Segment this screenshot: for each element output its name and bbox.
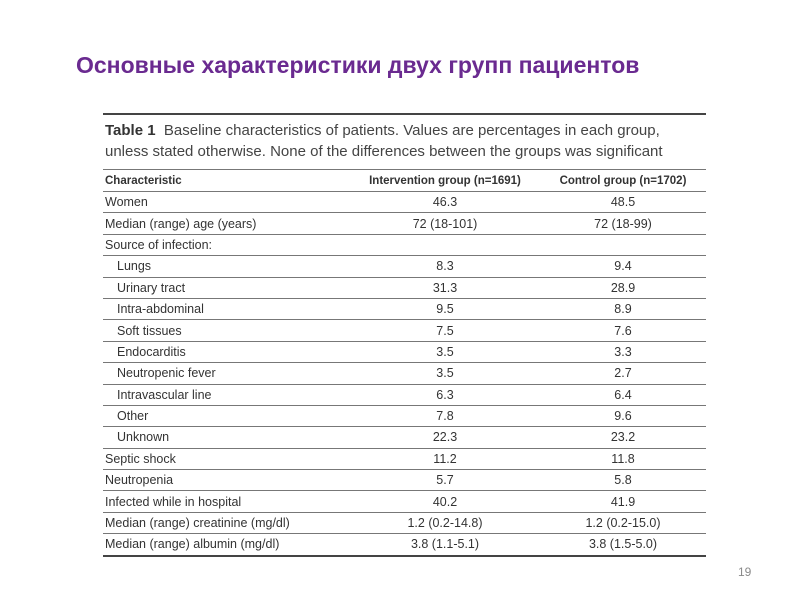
baseline-characteristics-table <box>103 169 706 557</box>
table-row <box>103 448 706 469</box>
cell-intervention-value: 11.2 <box>350 448 540 469</box>
cell-intervention-value <box>350 234 540 255</box>
table-caption-line-2: unless stated otherwise. None of the differences between the groups was significant <box>105 143 663 160</box>
cell-characteristic: Median (range) albumin (mg/dl) <box>103 534 350 556</box>
table-row <box>103 213 706 234</box>
table-row <box>103 320 706 341</box>
cell-intervention-value: 3.8 (1.1-5.1) <box>350 534 540 556</box>
table-body <box>103 192 706 556</box>
cell-intervention-value: 5.7 <box>350 470 540 491</box>
cell-characteristic: Women <box>103 192 350 213</box>
table-row <box>103 384 706 405</box>
header-characteristic: Characteristic <box>103 170 350 192</box>
cell-characteristic: Lungs <box>103 256 350 277</box>
table-caption-line-1 <box>103 120 706 141</box>
cell-intervention-value: 7.5 <box>350 320 540 341</box>
cell-control-value <box>540 234 706 255</box>
cell-control-value: 72 (18-99) <box>540 213 706 234</box>
cell-control-value: 41.9 <box>540 491 706 512</box>
table-label: Table 1 <box>105 122 156 139</box>
header-control-group: Control group (n=1702) <box>540 170 706 192</box>
cell-control-value: 3.8 (1.5-5.0) <box>540 534 706 556</box>
cell-characteristic: Endocarditis <box>103 341 350 362</box>
cell-intervention-value: 1.2 (0.2-14.8) <box>350 512 540 533</box>
cell-characteristic: Median (range) creatinine (mg/dl) <box>103 512 350 533</box>
cell-control-value: 7.6 <box>540 320 706 341</box>
baseline-table-figure <box>103 113 706 557</box>
cell-control-value: 8.9 <box>540 298 706 319</box>
cell-characteristic: Intra-abdominal <box>103 298 350 319</box>
cell-control-value: 9.4 <box>540 256 706 277</box>
table-row <box>103 512 706 533</box>
cell-characteristic: Septic shock <box>103 448 350 469</box>
table-row <box>103 470 706 491</box>
table-header-row <box>103 170 706 192</box>
cell-intervention-value: 31.3 <box>350 277 540 298</box>
cell-intervention-value: 8.3 <box>350 256 540 277</box>
cell-characteristic: Source of infection: <box>103 234 350 255</box>
cell-control-value: 48.5 <box>540 192 706 213</box>
cell-characteristic: Neutropenic fever <box>103 363 350 384</box>
table-row <box>103 298 706 319</box>
cell-intervention-value: 72 (18-101) <box>350 213 540 234</box>
cell-control-value: 11.8 <box>540 448 706 469</box>
cell-characteristic: Neutropenia <box>103 470 350 491</box>
table-row <box>103 256 706 277</box>
cell-intervention-value: 22.3 <box>350 427 540 448</box>
table-row <box>103 491 706 512</box>
table-row <box>103 192 706 213</box>
cell-control-value: 5.8 <box>540 470 706 491</box>
table-row <box>103 234 706 255</box>
table-row <box>103 341 706 362</box>
cell-characteristic: Urinary tract <box>103 277 350 298</box>
table-top-rule <box>103 113 706 115</box>
cell-characteristic: Soft tissues <box>103 320 350 341</box>
cell-characteristic: Infected while in hospital <box>103 491 350 512</box>
table-row <box>103 405 706 426</box>
table-caption-text-1: Baseline characteristics of patients. Values are percentages in each group, <box>163 122 660 139</box>
table-row <box>103 363 706 384</box>
cell-characteristic: Median (range) age (years) <box>103 213 350 234</box>
table-row <box>103 427 706 448</box>
cell-intervention-value: 7.8 <box>350 405 540 426</box>
cell-control-value: 3.3 <box>540 341 706 362</box>
cell-characteristic: Unknown <box>103 427 350 448</box>
table-row <box>103 534 706 556</box>
cell-intervention-value: 9.5 <box>350 298 540 319</box>
cell-control-value: 23.2 <box>540 427 706 448</box>
cell-intervention-value: 6.3 <box>350 384 540 405</box>
cell-intervention-value: 40.2 <box>350 491 540 512</box>
cell-control-value: 6.4 <box>540 384 706 405</box>
cell-characteristic: Intravascular line <box>103 384 350 405</box>
cell-control-value: 1.2 (0.2-15.0) <box>540 512 706 533</box>
header-intervention-group: Intervention group (n=1691) <box>350 170 540 192</box>
slide-title: Основные характеристики двух групп пациентов <box>76 52 640 78</box>
cell-control-value: 2.7 <box>540 363 706 384</box>
cell-intervention-value: 3.5 <box>350 341 540 362</box>
page-number: 19 <box>738 565 752 579</box>
cell-characteristic: Other <box>103 405 350 426</box>
cell-intervention-value: 46.3 <box>350 192 540 213</box>
cell-intervention-value: 3.5 <box>350 363 540 384</box>
cell-control-value: 9.6 <box>540 405 706 426</box>
table-row <box>103 277 706 298</box>
cell-control-value: 28.9 <box>540 277 706 298</box>
